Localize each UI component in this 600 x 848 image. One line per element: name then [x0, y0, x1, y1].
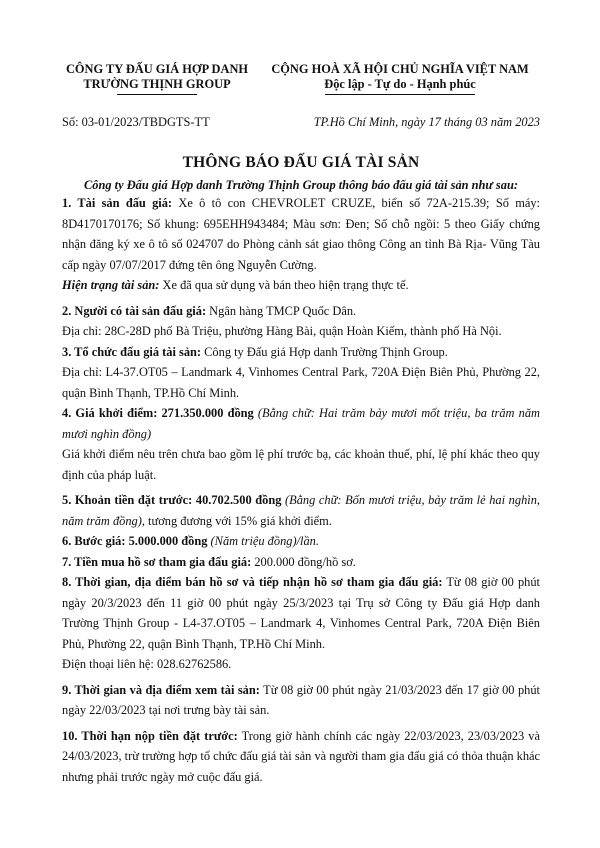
company-underline — [117, 94, 197, 95]
section-8-phone: Điện thoại liên hệ: 028.62762586. — [62, 657, 232, 671]
section-5 — [62, 490, 540, 531]
section-9-label: 9. Thời gian và địa điểm xem tài sản: — [62, 682, 260, 697]
section-3 — [62, 342, 540, 363]
section-7-label: 7. Tiền mua hồ sơ tham gia đấu giá: — [62, 554, 252, 569]
company-name-line2: TRƯỜNG THỊNH GROUP — [83, 77, 231, 91]
document-date: TP.Hồ Chí Minh, ngày 17 tháng 03 năm 2023 — [313, 115, 540, 129]
section-1-text: Xe ô tô con CHEVROLET CRUZE, biển số 72A-215.39; Số máy: 8D4170170176; Số khung: 695EHH943484; Màu sơn: Đen; Số chỗ ngồi: 5 theo Giấy chứng nhận đăng ký xe ô tô số 024707 do Phòng cảnh sát giao thông Công an tỉnh Bà Rịa- Vũng Tàu cấp ngày 07/07/2017 đứng tên ông Nguyễn Cường. — [62, 196, 540, 272]
section-4-label: 4. Giá khởi điểm: 271.350.000 đồng — [62, 406, 254, 420]
section-8 — [62, 572, 540, 654]
section-5-words: (Bằng chữ: Bốn mươi triệu, bảy trăm lẻ hai nghìn, năm trăm đồng), — [62, 493, 541, 528]
condition-text: Xe đã qua sử dụng và bán theo hiện trạng thực tế. — [159, 278, 409, 292]
section-3-text: Công ty Đấu giá Hợp danh Trường Thịnh Group. — [201, 344, 448, 359]
section-2-address: Địa chỉ: 28C-28D phố Bà Triệu, phường Hàng Bài, quận Hoàn Kiếm, thành phố Hà Nội. — [62, 324, 502, 338]
section-3-address: Địa chỉ: L4-37.OT05 – Landmark 4, Vinhomes Central Park, 720A Điện Biên Phủ, Phường 22, quận Bình Thạnh, TP.Hồ Chí Minh. — [62, 365, 540, 400]
document-intro: Công ty Đấu giá Hợp danh Trường Thịnh Group thông báo đấu giá tài sản như sau: — [84, 178, 518, 192]
section-4-words: (Bằng chữ: Hai trăm bảy mươi mốt triệu, ba trăm năm mươi nghìn đồng) — [62, 406, 540, 441]
section-6 — [62, 531, 540, 552]
section-8-label: 8. Thời gian, địa điểm bán hồ sơ và tiếp nhận hồ sơ tham gia đấu giá: — [62, 575, 443, 589]
section-4-note: Giá khởi điểm nêu trên chưa bao gồm lệ phí trước bạ, các khoản thuế, phí, lệ phí khác theo quy định của pháp luật. — [62, 447, 540, 482]
nation-title: CỘNG HOÀ XÃ HỘI CHỦ NGHĨA VIỆT NAM — [271, 62, 529, 76]
nation-motto: Độc lập - Tự do - Hạnh phúc — [324, 77, 476, 91]
section-2-text: Ngân hàng TMCP Quốc Dân. — [206, 303, 357, 318]
section-10-text: Trong giờ hành chính các ngày 22/03/2023, 23/03/2023 và 24/03/2023, trừ trường hợp tổ chức đấu giá tài sản và người tham gia đấu giá có thỏa thuận khác nhưng phải trước ngày mở cuộc đấu giá. — [62, 728, 541, 784]
section-10-label: 10. Thời hạn nộp tiền đặt trước: — [62, 728, 238, 743]
section-1 — [62, 193, 540, 275]
section-7 — [62, 552, 540, 573]
company-block — [62, 62, 252, 95]
document-header — [62, 62, 540, 95]
section-2-label: 2. Người có tài sản đấu giá: — [62, 303, 207, 318]
section-6-label: 6. Bước giá: 5.000.000 đồng — [62, 534, 208, 548]
section-7-text: 200.000 đồng/hồ sơ. — [251, 554, 356, 569]
section-1-label: 1. Tài sản đấu giá: — [62, 196, 173, 210]
section-6-words: (Năm triệu đồng)/lần. — [207, 534, 319, 548]
section-5-label: 5. Khoản tiền đặt trước: 40.702.500 đồng — [62, 493, 282, 507]
company-name-line1: CÔNG TY ĐẤU GIÁ HỢP DANH — [65, 62, 249, 76]
section-1-condition — [62, 275, 540, 296]
document-title: THÔNG BÁO ĐẤU GIÁ TÀI SẢN — [182, 154, 420, 171]
document-body — [62, 193, 540, 787]
section-3-label: 3. Tổ chức đấu giá tài sản: — [62, 344, 202, 359]
section-2 — [62, 301, 540, 322]
nation-block — [260, 62, 540, 95]
motto-underline — [325, 94, 475, 95]
section-9-text: Từ 08 giờ 00 phút ngày 21/03/2023 đến 17 giờ 00 phút ngày 22/03/2023 tại nơi trưng bày tài sản. — [62, 682, 540, 717]
condition-label: Hiện trạng tài sản: — [62, 278, 160, 292]
section-4 — [62, 403, 540, 444]
section-8-text: Từ 08 giờ 00 phút ngày 20/3/2023 đến 11 giờ 00 phút ngày 25/3/2023 tại Trụ sở Công ty Đấu giá Hợp danh Trường Thịnh Group - L4-37.OT05 – Landmark 4, Vinhomes Central Park, 720A Điện Biên Phủ, Phường 22, quận Bình Thạnh, TP.Hồ Chí Minh. — [62, 575, 540, 651]
document-meta — [62, 115, 540, 130]
section-10 — [62, 726, 540, 788]
document-number: Số: 03-01/2023/TBDGTS-TT — [62, 115, 210, 129]
section-5-text: tương đương với 15% giá khởi điểm. — [144, 513, 332, 528]
section-9 — [62, 680, 540, 721]
